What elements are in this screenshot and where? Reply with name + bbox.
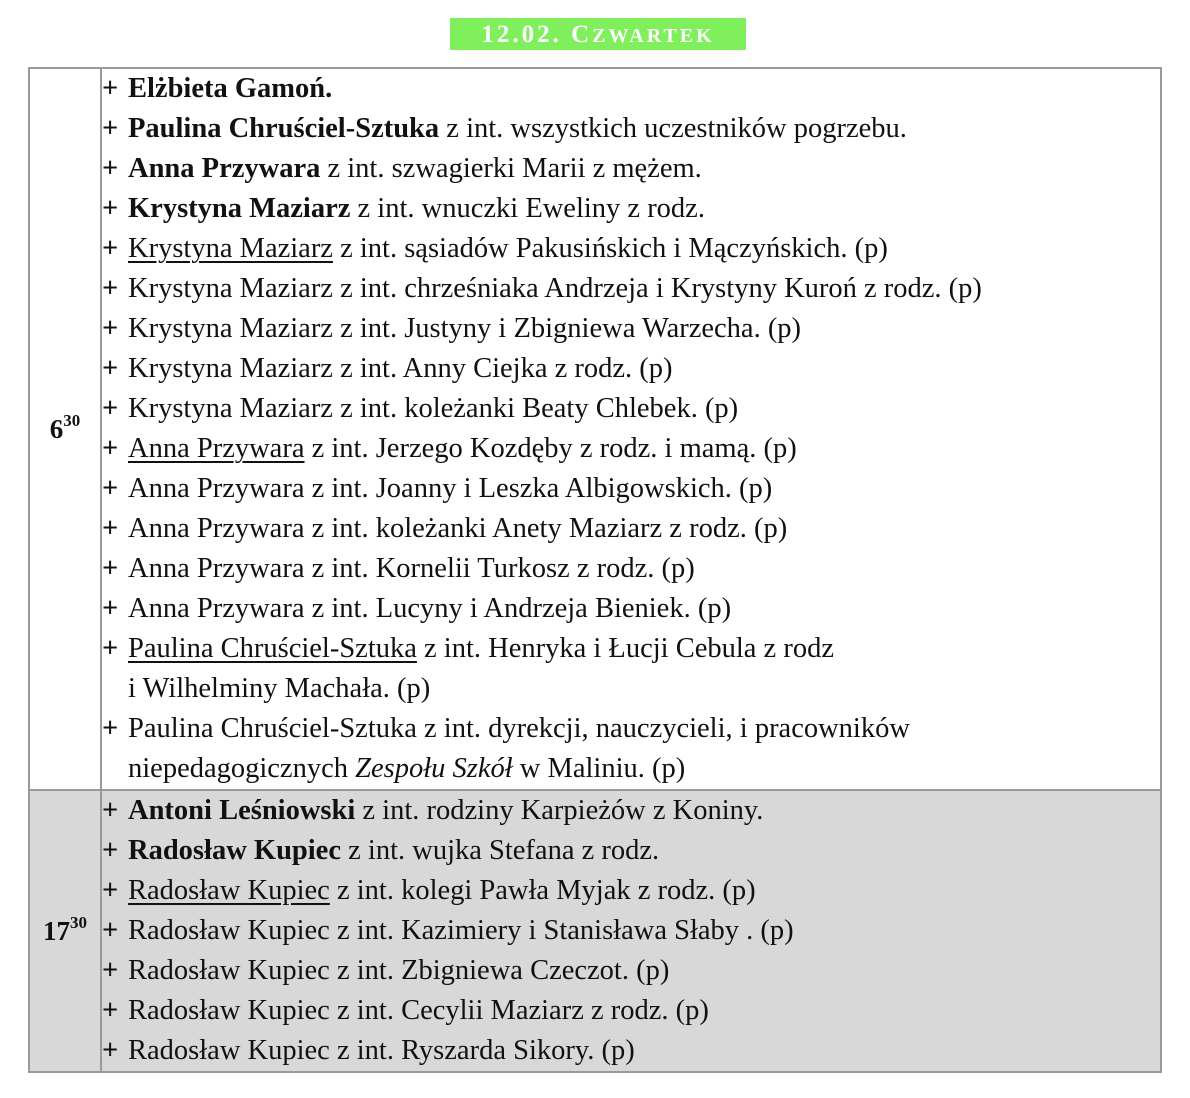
intention-text: z int. Joanny i Leszka Albigowskich. (p): [304, 473, 773, 504]
date-header: [450, 18, 746, 50]
deceased-name: Krystyna Maziarz: [128, 233, 333, 264]
deceased-name: Radosław Kupiec: [128, 915, 330, 946]
cross-mark: +: [102, 73, 119, 104]
cross-mark: +: [102, 393, 119, 424]
intention-text: z int. wujka Stefana z rodz.: [341, 835, 660, 866]
intentions-list: [101, 68, 1161, 790]
intention-text: z int. wszystkich uczestników pogrzebu.: [439, 113, 907, 144]
deceased-name: Anna Przywara: [128, 433, 305, 464]
intention-text-end: w Maliniu. (p): [512, 753, 686, 784]
deceased-name: Anna Przywara: [128, 153, 321, 184]
deceased-name: Anna Przywara: [128, 513, 305, 544]
intentions-list: [101, 790, 1161, 1072]
cross-mark: +: [102, 713, 119, 744]
intention-entry: [102, 911, 1160, 951]
cross-mark: +: [102, 1035, 119, 1066]
cross-mark: +: [102, 875, 119, 906]
deceased-name: Krystyna Maziarz: [128, 273, 333, 304]
cross-mark: +: [102, 433, 119, 464]
cross-mark: +: [102, 915, 119, 946]
intention-entry: [102, 951, 1160, 991]
date-label: 12.02.: [481, 21, 562, 48]
intention-entry: [102, 269, 1160, 309]
intention-entry: [102, 629, 1160, 709]
mass-row-morning: [29, 68, 1161, 790]
intention-text: z int. Lucyny i Andrzeja Bieniek. (p): [304, 593, 732, 624]
cross-mark: +: [102, 795, 119, 826]
deceased-name: Radosław Kupiec: [128, 835, 341, 866]
intention-entry: [102, 189, 1160, 229]
cross-mark: +: [102, 633, 119, 664]
intention-text: z int. Jerzego Kozdęby z rodz. i mamą. (p): [304, 433, 797, 464]
intention-text: z int. chrześniaka Andrzeja i Krystyny Kuroń z rodz. (p): [332, 273, 982, 304]
intention-text: z int. Kornelii Turkosz z rodz. (p): [304, 553, 695, 584]
cross-mark: +: [102, 473, 119, 504]
intention-text: z int. kolegi Pawła Myjak z rodz. (p): [329, 875, 756, 906]
intention-entry: [102, 149, 1160, 189]
deceased-name: Radosław Kupiec: [128, 1035, 330, 1066]
deceased-name: Antoni Leśniowski: [128, 795, 356, 826]
intention-entry: [102, 791, 1160, 831]
deceased-name: Anna Przywara: [128, 593, 305, 624]
cross-mark: +: [102, 193, 119, 224]
intention-entry: [102, 429, 1160, 469]
intention-text: z int. Kazimiery i Stanisława Słaby . (p): [329, 915, 794, 946]
cross-mark: +: [102, 113, 119, 144]
deceased-name: Krystyna Maziarz: [128, 353, 333, 384]
cross-mark: +: [102, 995, 119, 1026]
intention-entry: [102, 229, 1160, 269]
deceased-name: Elżbieta Gamoń.: [128, 73, 333, 104]
intention-text-continued: niepedagogicznych: [128, 753, 356, 784]
intention-entry: [102, 709, 1160, 789]
cross-mark: +: [102, 593, 119, 624]
intention-entry: [102, 109, 1160, 149]
intention-entry: [102, 309, 1160, 349]
deceased-name: Radosław Kupiec: [128, 955, 330, 986]
intention-text-continued: i Wilhelminy Machała. (p): [128, 673, 431, 704]
mass-time: $17^{30}$: [29, 790, 101, 1072]
cross-mark: +: [102, 353, 119, 384]
mass-row-evening: [29, 790, 1161, 1072]
intention-text: z int. koleżanki Beaty Chlebek. (p): [332, 393, 739, 424]
school-name: Zespołu Szkół: [355, 753, 513, 784]
cross-mark: +: [102, 313, 119, 344]
intention-entry: [102, 831, 1160, 871]
intention-text: z int. wnuczki Eweliny z rodz.: [350, 193, 705, 224]
intention-text: z int. szwagierki Marii z mężem.: [320, 153, 702, 184]
mass-schedule-table: [28, 67, 1162, 1073]
intention-entry: [102, 991, 1160, 1031]
intention-text: z int. Anny Ciejka z rodz. (p): [332, 353, 673, 384]
intention-entry: [102, 549, 1160, 589]
intention-entry: [102, 509, 1160, 549]
intention-text: z int. koleżanki Anety Maziarz z rodz. (p): [304, 513, 788, 544]
deceased-name: Paulina Chruściel-Sztuka: [128, 113, 440, 144]
cross-mark: +: [102, 553, 119, 584]
deceased-name: Radosław Kupiec: [128, 875, 330, 906]
intention-entry: [102, 1031, 1160, 1071]
day-rest: ZWARTEK: [592, 25, 715, 47]
intention-text: z int. Justyny i Zbigniewa Warzecha. (p): [332, 313, 802, 344]
intention-entry: [102, 389, 1160, 429]
intention-entry: [102, 589, 1160, 629]
intention-text: z int. sąsiadów Pakusińskich i Mączyńskich. (p): [332, 233, 888, 264]
intention-entry: [102, 871, 1160, 911]
deceased-name: Krystyna Maziarz: [128, 193, 351, 224]
intention-entry: [102, 69, 1160, 109]
cross-mark: +: [102, 153, 119, 184]
intention-text: z int. Henryka i Łucji Cebula z rodz: [416, 633, 834, 664]
deceased-name: Krystyna Maziarz: [128, 393, 333, 424]
intention-text: z int. rodziny Karpieżów z Koniny.: [355, 795, 764, 826]
cross-mark: +: [102, 513, 119, 544]
cross-mark: +: [102, 955, 119, 986]
mass-time: $6^{30}$: [29, 68, 101, 790]
cross-mark: +: [102, 273, 119, 304]
intention-entry: [102, 469, 1160, 509]
intention-text: z int. Zbigniewa Czeczot. (p): [329, 955, 670, 986]
day-initial: C: [571, 21, 593, 48]
deceased-name: Anna Przywara: [128, 473, 305, 504]
intention-text: z int. Cecylii Maziarz z rodz. (p): [329, 995, 709, 1026]
deceased-name: Anna Przywara: [128, 553, 305, 584]
deceased-name: Radosław Kupiec: [128, 995, 330, 1026]
cross-mark: +: [102, 233, 119, 264]
cross-mark: +: [102, 835, 119, 866]
deceased-name: Krystyna Maziarz: [128, 313, 333, 344]
deceased-name: Paulina Chruściel-Sztuka: [128, 633, 417, 664]
intention-text: z int. Ryszarda Sikory. (p): [329, 1035, 635, 1066]
deceased-name: Paulina Chruściel-Sztuka: [128, 713, 417, 744]
intention-entry: [102, 349, 1160, 389]
intention-text: z int. dyrekcji, nauczycieli, i pracowników: [416, 713, 910, 744]
